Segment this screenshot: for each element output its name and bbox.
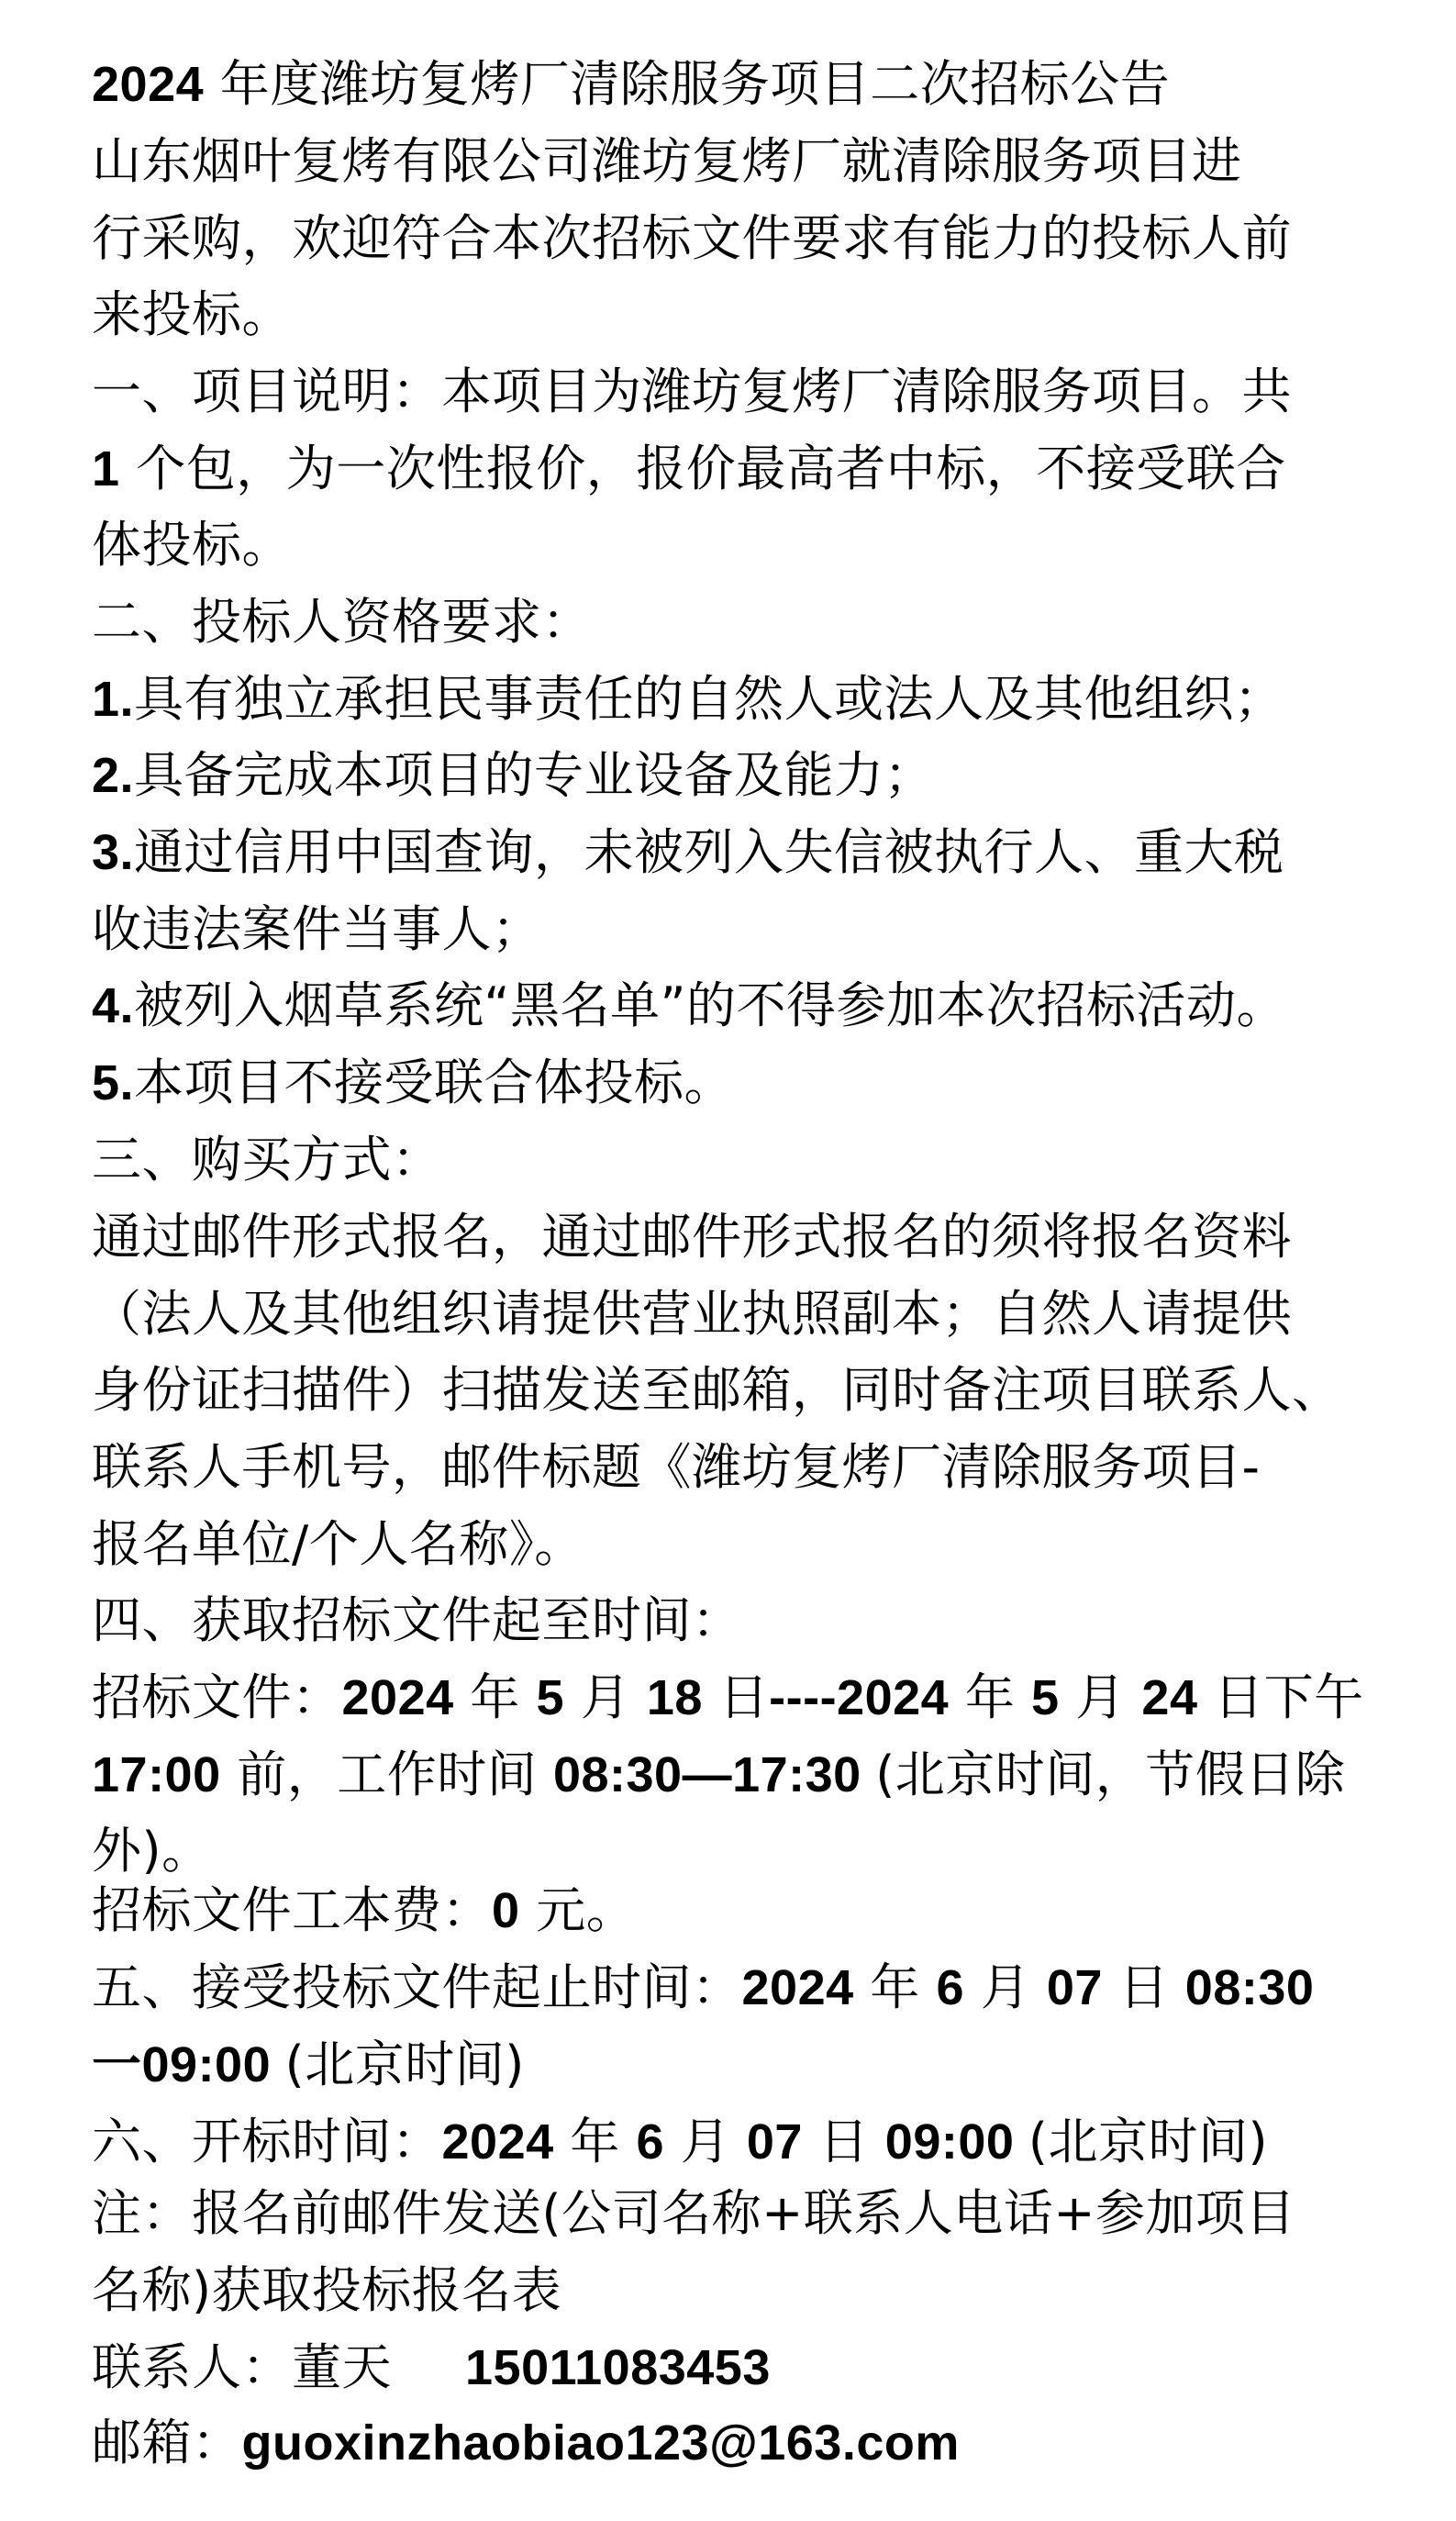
text: 前，工作时间 bbox=[220, 1746, 553, 1803]
package-count: 1 bbox=[92, 441, 120, 496]
section2-heading: 二、投标人资格要求： bbox=[92, 593, 592, 651]
section4-heading: 四、获取招标文件起至时间： bbox=[92, 1591, 742, 1649]
month: 6 bbox=[636, 2114, 665, 2170]
year: 2024 bbox=[441, 2114, 554, 2170]
text: 日下午 bbox=[1197, 1668, 1364, 1726]
text: 年 bbox=[553, 2113, 637, 2170]
text: (北京时间，节假日除 bbox=[875, 1746, 1346, 1803]
start-time: 08:30 bbox=[1184, 1960, 1315, 2015]
section3-line-4: 联系人手机号，邮件标题《潍坊复烤厂清除服务项目- bbox=[92, 1438, 1261, 1496]
year: 2024 bbox=[741, 1960, 854, 2015]
item-number: 3. bbox=[92, 825, 135, 880]
text: 月 bbox=[1059, 1668, 1142, 1726]
work-hours: 08:30—17:30 bbox=[552, 1747, 876, 1802]
intro-line-3: 来投标。 bbox=[92, 285, 292, 343]
item-text: 被列入烟草系统“黑名单”的不得参加本次招标活动。 bbox=[134, 976, 1286, 1034]
section3-line-3: 身份证扫描件）扫描发送至邮箱，同时备注项目联系人、 bbox=[92, 1361, 1342, 1419]
section1-heading: 一、项目说明：本项目为潍坊复烤厂清除服务项目。共 bbox=[92, 363, 1292, 420]
day: 07 bbox=[1046, 1960, 1103, 2015]
document-title bbox=[92, 55, 1376, 114]
end-year: ----2024 bbox=[769, 1670, 950, 1725]
requirement-item-3-cont: 收违法案件当事人； bbox=[92, 900, 542, 958]
intro-line-2: 行采购，欢迎符合本次招标文件要求有能力的投标人前 bbox=[92, 209, 1292, 267]
requirement-item-5 bbox=[92, 1054, 1376, 1112]
title-year: 2024 bbox=[92, 57, 205, 112]
month: 6 bbox=[936, 1960, 965, 2015]
email-address[interactable]: guoxinzhaobiao123@163.com bbox=[241, 2415, 960, 2471]
end-day: 24 bbox=[1141, 1670, 1198, 1725]
deadline-line-cont: 外)。 bbox=[92, 1822, 212, 1880]
contact-line bbox=[92, 2338, 1376, 2397]
period-label: 招标文件： bbox=[92, 1668, 342, 1726]
text: 日 bbox=[702, 1668, 770, 1726]
title-text: 年度潍坊复烤厂清除服务项目二次招标公告 bbox=[204, 55, 1171, 113]
text: 月 bbox=[564, 1668, 647, 1726]
text: 年 bbox=[453, 1668, 537, 1726]
text: 月 bbox=[664, 2113, 747, 2170]
contact-phone: 15011083453 bbox=[465, 2340, 771, 2395]
text: 年 bbox=[853, 1958, 937, 2016]
item-text: 本项目不接受联合体投标。 bbox=[134, 1054, 735, 1111]
section3-line-1: 通过邮件形式报名，通过邮件形式报名的须将报名资料 bbox=[92, 1208, 1292, 1266]
timezone: (北京时间) bbox=[1028, 2113, 1269, 2170]
end-time: 一09:00 bbox=[92, 2037, 285, 2092]
text: 日 bbox=[1102, 1958, 1185, 2016]
section3-heading: 三、购买方式： bbox=[92, 1131, 442, 1188]
section5-heading: 五、接受投标文件起止时间： bbox=[92, 1958, 742, 2016]
requirement-item-2 bbox=[92, 746, 1376, 805]
item-text: 具有独立承担民事责任的自然人或法人及其他组织； bbox=[134, 670, 1284, 728]
document-period-line bbox=[92, 1668, 1376, 1727]
item-text: 通过信用中国查询，未被列入失信被执行人、重大税 bbox=[134, 823, 1284, 881]
section3-line-2: （法人及其他组织请提供营业执照副本；自然人请提供 bbox=[92, 1285, 1292, 1343]
note-line-2: 名称)获取投标报名表 bbox=[92, 2261, 562, 2319]
item-text: 具备完成本项目的专业设备及能力； bbox=[134, 746, 935, 804]
requirement-item-1 bbox=[92, 670, 1376, 729]
section1-line-2-text: 个包，为一次性报价，报价最高者中标，不接受联合 bbox=[119, 440, 1286, 497]
note-line-1: 注：报名前邮件发送(公司名称+联系人电话+参加项目 bbox=[92, 2184, 1296, 2242]
requirement-item-4 bbox=[92, 976, 1376, 1035]
timezone: (北京时间) bbox=[284, 2036, 525, 2093]
opening-time: 09:00 bbox=[884, 2114, 1028, 2170]
text: 月 bbox=[964, 1958, 1047, 2016]
section1-line-3: 体投标。 bbox=[92, 516, 292, 574]
text: 日 bbox=[802, 2113, 885, 2170]
section6-line bbox=[92, 2113, 1376, 2171]
section6-heading: 六、开标时间： bbox=[92, 2113, 442, 2170]
fee-label: 招标文件工本费： bbox=[92, 1881, 492, 1939]
email-line bbox=[92, 2414, 1376, 2472]
section5-line bbox=[92, 1958, 1376, 2017]
deadline-line bbox=[92, 1746, 1376, 1804]
item-number: 5. bbox=[92, 1055, 135, 1110]
section1-line-2 bbox=[92, 440, 1376, 498]
item-number: 1. bbox=[92, 672, 135, 727]
item-number: 2. bbox=[92, 748, 135, 803]
section5-line-cont bbox=[92, 2036, 1376, 2094]
requirement-item-3 bbox=[92, 823, 1376, 882]
end-month: 5 bbox=[1031, 1670, 1060, 1725]
start-month: 5 bbox=[536, 1670, 565, 1725]
text: 年 bbox=[949, 1668, 1032, 1726]
fee-line bbox=[92, 1881, 1376, 1940]
start-day: 18 bbox=[646, 1670, 703, 1725]
fee-unit: 元。 bbox=[519, 1881, 637, 1939]
email-label: 邮箱： bbox=[92, 2414, 242, 2471]
contact-name: 联系人：董天 bbox=[92, 2338, 392, 2396]
item-number: 4. bbox=[92, 978, 135, 1033]
fee-value: 0 bbox=[492, 1883, 520, 1938]
intro-line-1: 山东烟叶复烤有限公司潍坊复烤厂就清除服务项目进 bbox=[92, 132, 1242, 190]
section3-line-5: 报名单位/个人名称》。 bbox=[92, 1515, 584, 1573]
day: 07 bbox=[746, 2114, 803, 2170]
start-year: 2024 bbox=[341, 1670, 454, 1725]
deadline-time: 17:00 bbox=[92, 1747, 221, 1802]
